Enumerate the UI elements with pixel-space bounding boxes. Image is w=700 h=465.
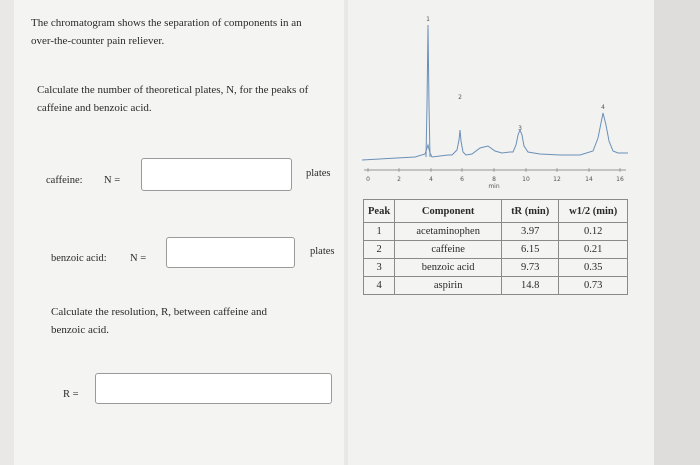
cell-w-half: 0.73	[559, 277, 628, 295]
cell-tr: 3.97	[502, 223, 559, 241]
intro-line-1: The chromatogram shows the separation of components in an	[31, 17, 302, 29]
peak-label-2: 2	[458, 94, 462, 101]
caffeine-n-eq: N =	[104, 175, 121, 186]
question2-line-1: Calculate the resolution, R, between caffeine and	[51, 306, 268, 318]
header-component: Component	[395, 200, 502, 223]
x-tick-8: 8	[492, 176, 496, 183]
peak-label-1: 1	[426, 16, 430, 23]
cell-component: benzoic acid	[395, 259, 502, 277]
benzoic-n-eq: N =	[130, 253, 147, 264]
benzoic-plates-input[interactable]	[166, 237, 295, 268]
peak-label-4: 4	[601, 104, 605, 111]
header-tr: tR (min)	[502, 200, 559, 223]
table-row	[364, 259, 628, 277]
cell-component: aspirin	[395, 277, 502, 295]
caffeine-unit: plates	[306, 168, 331, 179]
table-header-row	[364, 200, 628, 223]
peak-data-table	[363, 199, 628, 295]
header-peak: Peak	[364, 200, 395, 223]
question2-line-2: benzoic acid.	[51, 324, 110, 336]
cell-component: caffeine	[395, 241, 502, 259]
cell-peak: 3	[364, 259, 395, 277]
cell-peak: 1	[364, 223, 395, 241]
peak-1-trace	[426, 25, 430, 157]
x-tick-6: 6	[460, 176, 464, 183]
cell-peak: 4	[364, 277, 395, 295]
resolution-eq: R =	[63, 389, 79, 400]
cell-w-half: 0.35	[559, 259, 628, 277]
caffeine-plates-input[interactable]	[141, 158, 292, 191]
chromatogram-trace	[362, 113, 628, 160]
benzoic-label: benzoic acid:	[51, 253, 107, 264]
question1-line-2: caffeine and benzoic acid.	[37, 102, 152, 114]
resolution-input[interactable]	[95, 373, 332, 404]
cell-tr: 6.15	[502, 241, 559, 259]
benzoic-unit: plates	[310, 246, 335, 257]
caffeine-label: caffeine:	[46, 175, 83, 186]
cell-w-half: 0.12	[559, 223, 628, 241]
table-row	[364, 277, 628, 295]
x-tick-2: 2	[397, 176, 401, 183]
x-tick-10: 10	[522, 176, 530, 183]
cell-component: acetaminophen	[395, 223, 502, 241]
x-axis-label: min	[488, 183, 500, 190]
background-strip	[654, 0, 700, 465]
table-row	[364, 223, 628, 241]
cell-peak: 2	[364, 241, 395, 259]
cell-tr: 14.8	[502, 277, 559, 295]
x-tick-0: 0	[366, 176, 370, 183]
x-tick-12: 12	[553, 176, 561, 183]
question1-line-1: Calculate the number of theoretical plates, N, for the peaks of	[37, 84, 309, 96]
peak-label-3: 3	[518, 125, 522, 132]
cell-w-half: 0.21	[559, 241, 628, 259]
x-tick-4: 4	[429, 176, 433, 183]
x-tick-16: 16	[616, 176, 624, 183]
intro-line-2: over-the-counter pain reliever.	[31, 35, 165, 47]
header-w-half: w1/2 (min)	[559, 200, 628, 223]
x-tick-14: 14	[585, 176, 593, 183]
chromatogram	[360, 5, 640, 200]
table-row	[364, 241, 628, 259]
cell-tr: 9.73	[502, 259, 559, 277]
